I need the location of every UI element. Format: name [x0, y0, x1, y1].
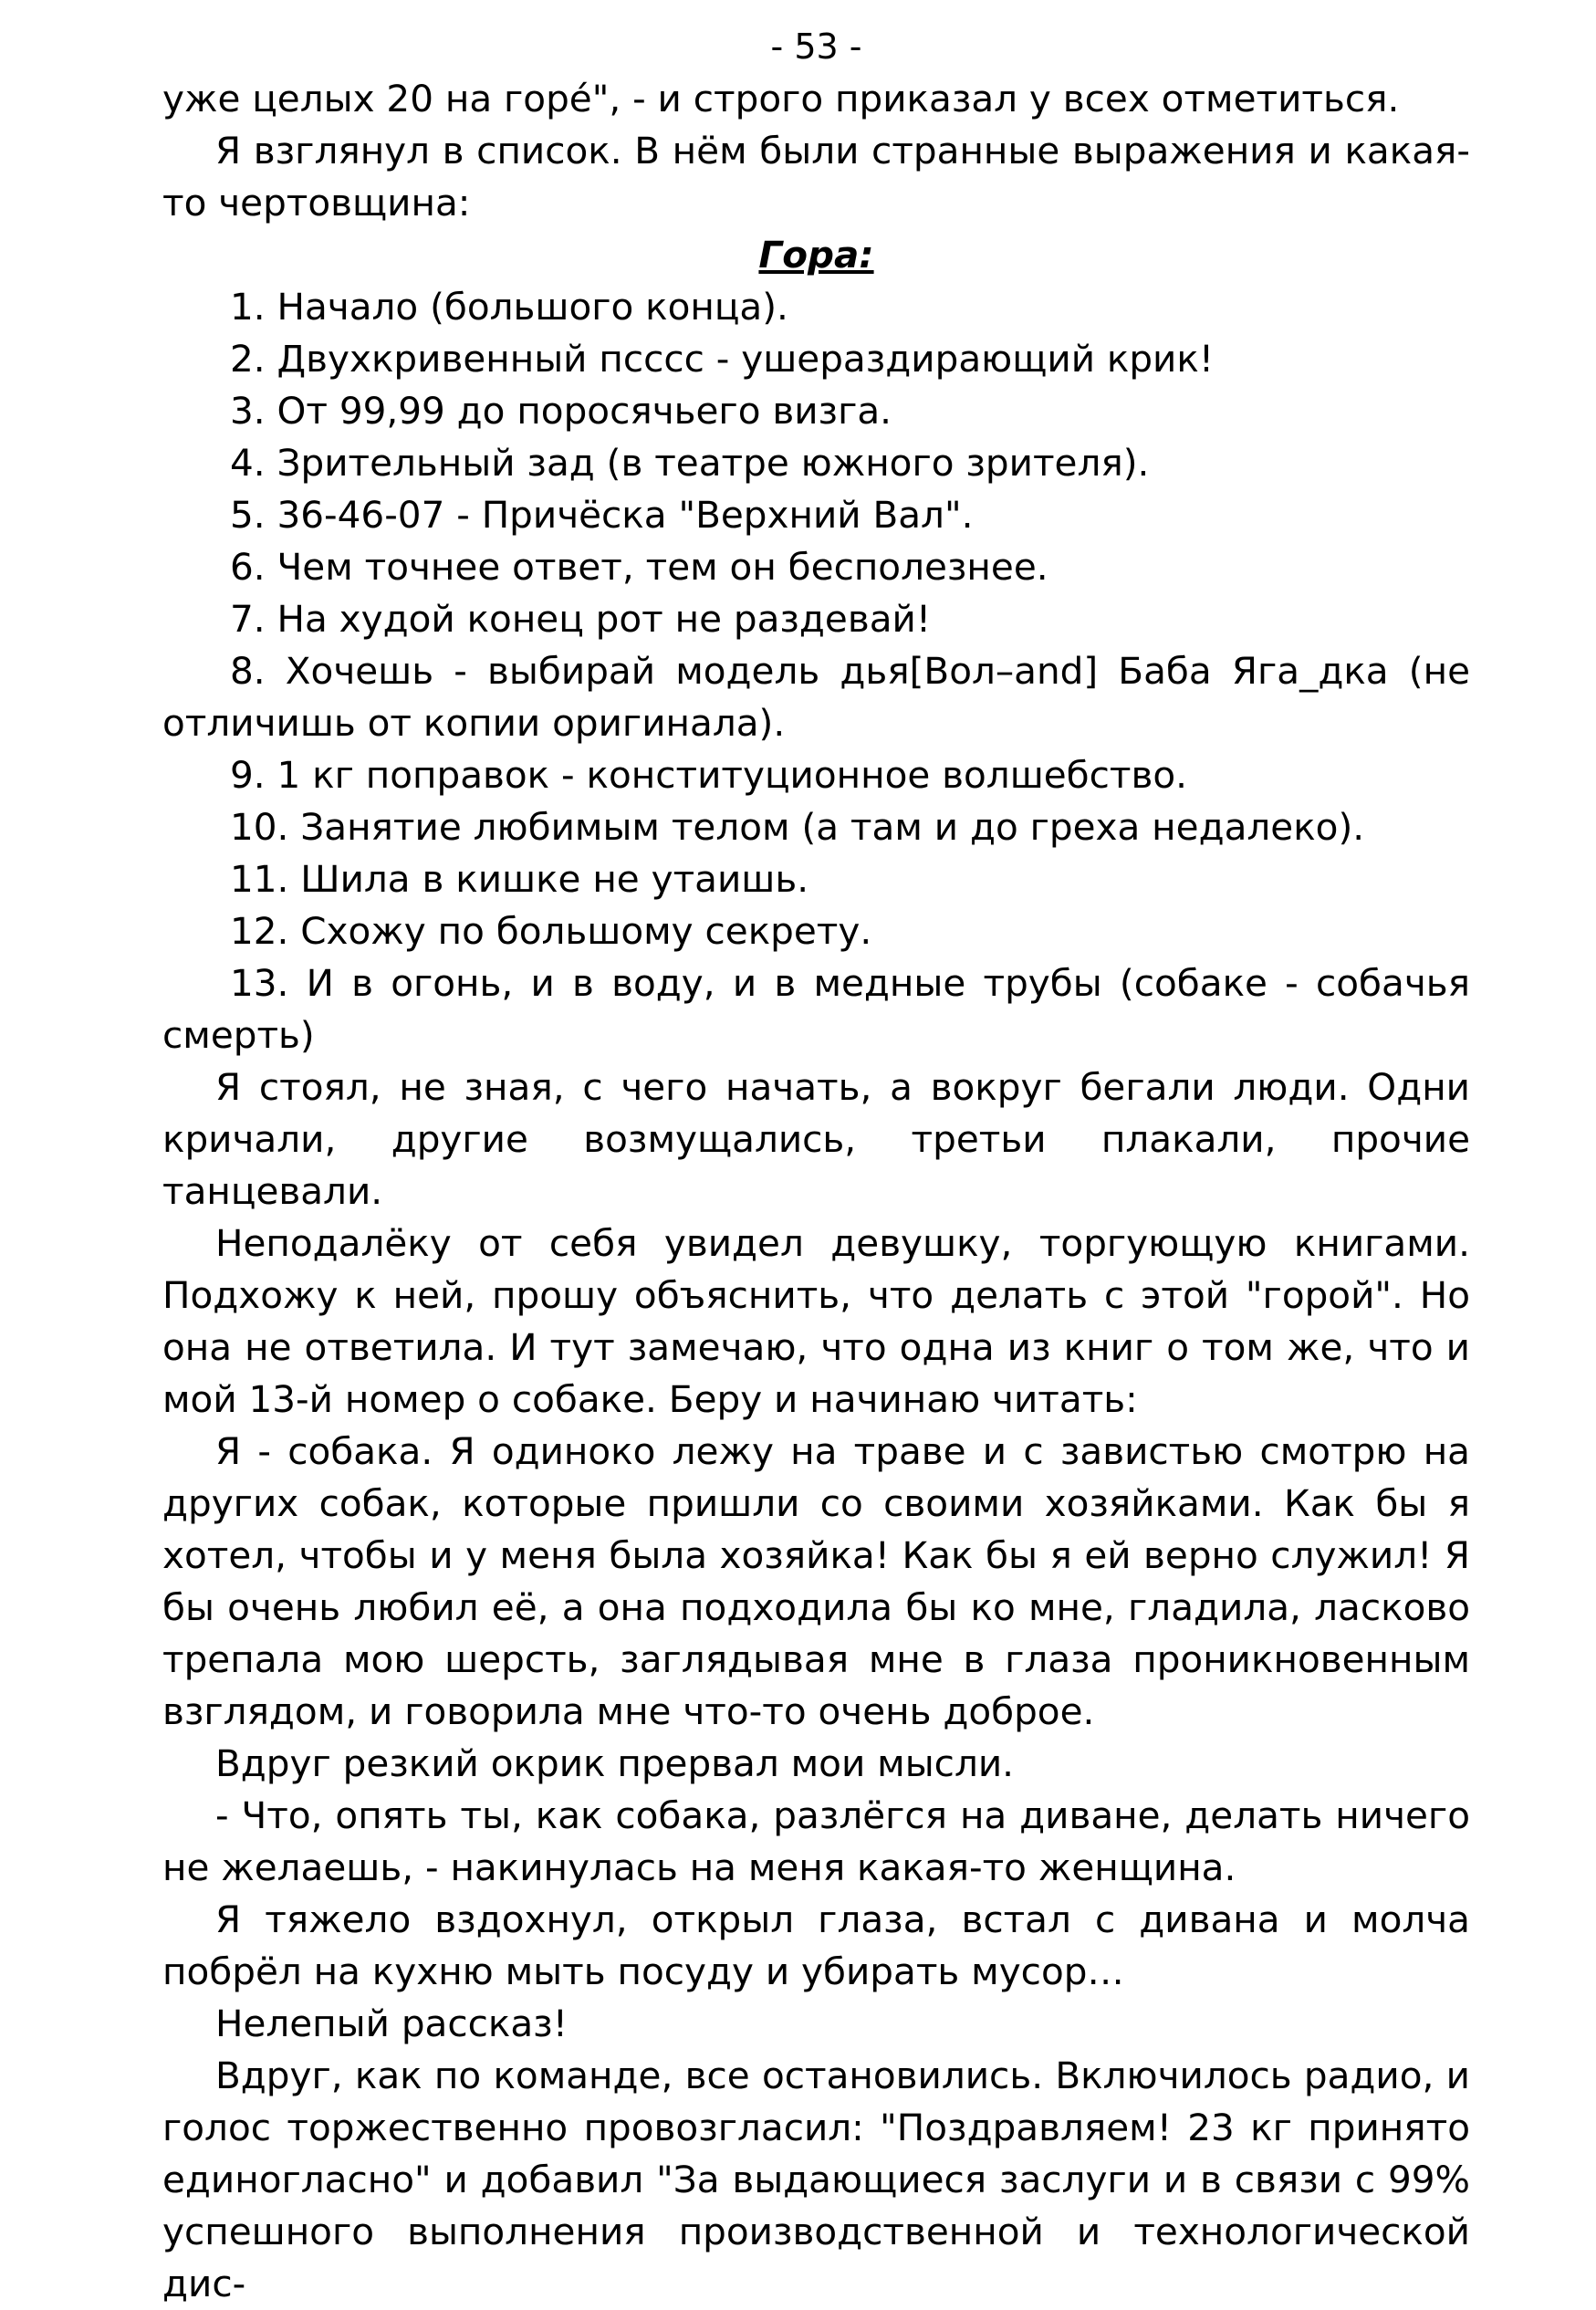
- list-item: 3. От 99,99 до поросячьего визга.: [230, 389, 892, 433]
- list-item: 10. Занятие любимым телом (а там и до греха недалеко).: [230, 805, 1365, 849]
- body-paragraph: Я стоял, не зная, с чего начать, а вокруг бегали люди. Одни кричали, другие возмущались, третьи плакали, прочие танцевали.: [162, 1065, 1470, 1213]
- list-item: 1. Начало (большого конца).: [230, 285, 788, 329]
- list-item: 6. Чем точнее ответ, тем он бесполезнее.: [230, 545, 1048, 589]
- list-item: 9. 1 кг поправок - конституционное волшебство.: [230, 753, 1188, 797]
- list-item: 11. Шила в кишке не утаишь.: [230, 857, 809, 901]
- body-paragraph: Вдруг, как по команде, все остановились. Включилось радио, и голос торжественно провозгласил: "Поздравляем! 23 кг принято единогласно" и добавил "За выдающиеся заслуги и в связи с 99% успешного выполнения производственной и технологической дис-: [162, 2054, 1470, 2305]
- list-item: 5. 36-46-07 - Причёска "Верхний Вал".: [230, 493, 974, 537]
- list-item: 12. Схожу по большому секрету.: [230, 909, 872, 953]
- list-item: 7. На худой конец рот не раздевай!: [230, 597, 932, 641]
- body-paragraph: Я тяжело вздохнул, открыл глаза, встал с дивана и молча побрёл на кухню мыть посуду и убирать мусор…: [162, 1897, 1470, 1993]
- list-item: 13. И в огонь, и в воду, и в медные трубы (собаке - собачья смерть): [162, 961, 1470, 1057]
- list-heading: Гора:: [758, 233, 874, 277]
- list-item: 8. Хочешь - выбирай модель дья[Вол–and] Баба Яга_дка (не отличишь от копии оригинала).: [162, 649, 1470, 745]
- continuation-line: уже целых 20 на горé", - и строго приказал у всех отметиться.: [162, 77, 1400, 120]
- list-item: 2. Двухкривенный псссс - ушераздирающий крик!: [230, 337, 1215, 381]
- intro-paragraph: Я взглянул в список. В нём были странные выражения и какая-то чертовщина:: [162, 129, 1470, 225]
- page-number: - 53 -: [770, 26, 862, 67]
- body-paragraph: Нелепый рассказ!: [215, 2002, 568, 2045]
- list-item: 4. Зрительный зад (в театре южного зрителя).: [230, 441, 1150, 485]
- body-paragraph: Неподалёку от себя увидел девушку, торгующую книгами. Подхожу к ней, прошу объяснить, что делать с этой "горой". Но она не ответила. И тут замечаю, что одна из книг о том же, что и мой 13-й номер о собаке. Беру и начинаю читать:: [162, 1221, 1470, 1421]
- body-paragraph: Я - собака. Я одиноко лежу на траве и с завистью смотрю на других собак, которые пришли со своими хозяйками. Как бы я хотел, чтобы и у меня была хозяйка! Как бы я ей верно служил! Я бы очень любил её, а она подходила бы ко мне, гладила, ласково трепала мою шерсть, заглядывая мне в глаза проникновенным взглядом, и говорила мне что-то очень доброе.: [162, 1429, 1470, 1733]
- body-paragraph: - Что, опять ты, как собака, разлёгся на диване, делать ничего не желаешь, - накинулась на меня какая-то женщина.: [162, 1793, 1470, 1889]
- body-paragraph: Вдруг резкий окрик прервал мои мысли.: [215, 1741, 1015, 1785]
- document-page: [162, 20, 1470, 2310]
